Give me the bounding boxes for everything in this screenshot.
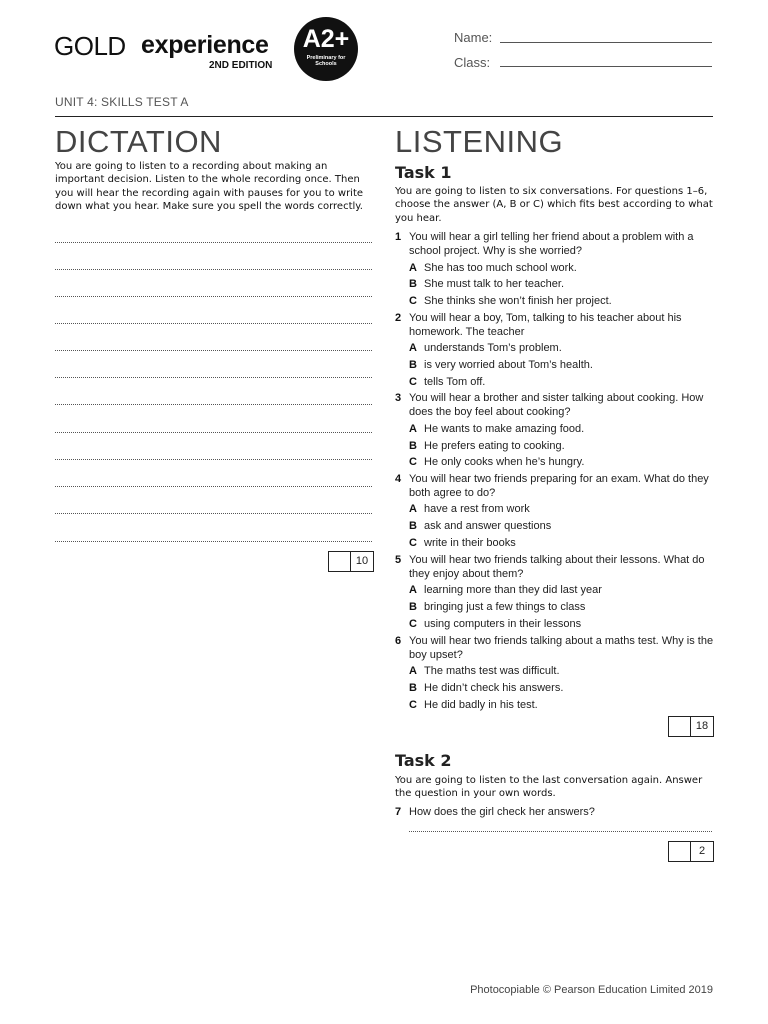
- writing-line[interactable]: [55, 513, 372, 514]
- question-text: You will hear two friends preparing for an exam. What do they both agree to do?: [409, 473, 709, 499]
- logo-gold: GOLD: [54, 31, 126, 61]
- task1-score-box[interactable]: [668, 716, 714, 737]
- header-divider: [55, 116, 713, 117]
- dictation-instructions: You are going to listen to a recording about making an important decision. Listen to the whole recording once. Then you will hear the recording again with pauses for you to write down what you hear. Make sure you spell the words correctly.: [55, 161, 364, 212]
- option-text: He did badly in his test.: [424, 699, 538, 711]
- option-text: He didn’t check his answers.: [424, 682, 564, 694]
- class-label: Class:: [454, 55, 491, 70]
- writing-line[interactable]: [55, 541, 372, 542]
- writing-line[interactable]: [55, 242, 372, 243]
- option-letter[interactable]: C: [409, 376, 417, 388]
- writing-line[interactable]: [55, 432, 372, 433]
- question-number: 1: [395, 231, 402, 243]
- option-text: He only cooks when he’s hungry.: [424, 456, 585, 468]
- option-letter[interactable]: B: [409, 359, 417, 371]
- writing-line[interactable]: [55, 269, 372, 270]
- option-letter[interactable]: C: [409, 618, 417, 630]
- score-entry[interactable]: [669, 842, 691, 861]
- option-letter[interactable]: B: [409, 520, 417, 532]
- option-text: learning more than they did last year: [424, 584, 602, 596]
- dictation-title: DICTATION: [55, 124, 222, 159]
- option-letter[interactable]: B: [409, 601, 417, 613]
- question-number: 2: [395, 312, 402, 324]
- logo-experience: experience: [141, 31, 269, 59]
- name-field[interactable]: [500, 42, 712, 43]
- writing-line[interactable]: [55, 323, 372, 324]
- question-number: 7: [395, 806, 402, 818]
- option-letter[interactable]: B: [409, 278, 417, 290]
- score-total: 2: [698, 845, 706, 857]
- task2-score-box[interactable]: [668, 841, 714, 862]
- option-letter[interactable]: A: [409, 342, 417, 354]
- option-letter[interactable]: A: [409, 503, 417, 515]
- writing-line[interactable]: [55, 350, 372, 351]
- option-letter[interactable]: C: [409, 456, 417, 468]
- copyright-footer: Photocopiable © Pearson Education Limited 2019: [470, 984, 713, 996]
- answer-line[interactable]: [409, 831, 712, 832]
- option-text: understands Tom’s problem.: [424, 342, 562, 354]
- badge-level: A2+: [302, 25, 350, 53]
- option-letter[interactable]: A: [409, 584, 417, 596]
- task1-title: Task 1: [395, 163, 452, 182]
- option-letter[interactable]: A: [409, 262, 417, 274]
- question-text: You will hear a boy, Tom, talking to his teacher about his homework. The teacher: [409, 312, 682, 338]
- task2-instructions: You are going to listen to the last conversation again. Answer the question in your own words.: [395, 775, 703, 800]
- option-text: is very worried about Tom’s health.: [424, 359, 593, 371]
- option-letter[interactable]: B: [409, 682, 417, 694]
- writing-line[interactable]: [55, 377, 372, 378]
- score-entry[interactable]: [669, 717, 691, 736]
- score-total: 10: [355, 555, 369, 567]
- question-number: 5: [395, 554, 402, 566]
- score-entry[interactable]: [329, 552, 351, 571]
- listening-title: LISTENING: [395, 124, 564, 159]
- question-text: You will hear two friends talking about a maths test. Why is the boy upset?: [409, 635, 714, 661]
- option-letter[interactable]: C: [409, 537, 417, 549]
- option-letter[interactable]: C: [409, 699, 417, 711]
- writing-line[interactable]: [55, 296, 372, 297]
- option-letter[interactable]: B: [409, 440, 417, 452]
- question-number: 4: [395, 473, 402, 485]
- badge-subtitle: Preliminary for Schools: [306, 55, 346, 67]
- score-total: 18: [695, 720, 709, 732]
- logo-edition: 2ND EDITION: [209, 60, 273, 71]
- option-text: ask and answer questions: [424, 520, 552, 532]
- option-text: tells Tom off.: [424, 376, 486, 388]
- option-letter[interactable]: A: [409, 665, 417, 677]
- option-text: He prefers eating to cooking.: [424, 440, 565, 452]
- class-field[interactable]: [500, 66, 712, 67]
- question-text: You will hear a girl telling her friend about a problem with a school project. Why is she worried?: [409, 231, 694, 257]
- question-number: 6: [395, 635, 402, 647]
- option-letter[interactable]: A: [409, 423, 417, 435]
- question-number: 3: [395, 392, 402, 404]
- option-letter[interactable]: C: [409, 295, 417, 307]
- option-text: She must talk to her teacher.: [424, 278, 565, 290]
- dictation-score-box[interactable]: [328, 551, 374, 572]
- name-label: Name:: [454, 30, 493, 45]
- option-text: using computers in their lessons: [424, 618, 582, 630]
- task1-instructions: You are going to listen to six conversations. For questions 1–6, choose the answer (A, B or C) which fits best according to what you hear.: [395, 186, 713, 224]
- option-text: bringing just a few things to class: [424, 601, 586, 613]
- question-text: You will hear a brother and sister talking about cooking. How does the boy feel about cooking?: [409, 392, 704, 418]
- option-text: She thinks she won’t finish her project.: [424, 295, 612, 307]
- writing-line[interactable]: [55, 459, 372, 460]
- level-badge: [294, 17, 358, 81]
- writing-line[interactable]: [55, 486, 372, 487]
- task2-title: Task 2: [395, 751, 452, 770]
- question-text: You will hear two friends talking about their lessons. What do they enjoy about them?: [409, 554, 705, 580]
- option-text: He wants to make amazing food.: [424, 423, 585, 435]
- option-text: have a rest from work: [424, 503, 530, 515]
- unit-heading: UNIT 4: SKILLS TEST A: [55, 95, 189, 109]
- option-text: The maths test was difficult.: [424, 665, 560, 677]
- question-text: How does the girl check her answers?: [409, 806, 595, 818]
- option-text: write in their books: [424, 537, 516, 549]
- writing-line[interactable]: [55, 404, 372, 405]
- option-text: She has too much school work.: [424, 262, 577, 274]
